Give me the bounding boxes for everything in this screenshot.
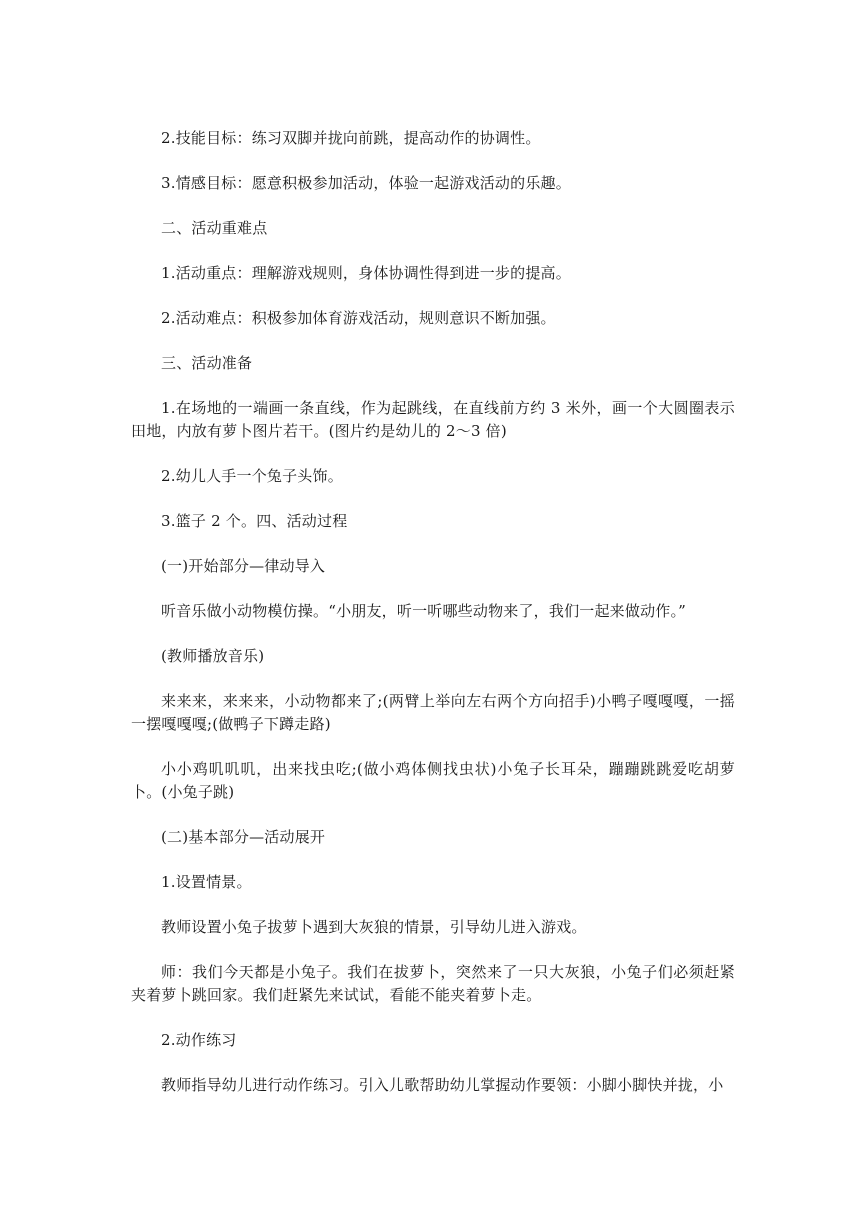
paragraph-emotion-goal: 3.情感目标：愿意积极参加活动，体验一起游戏活动的乐趣。 [161, 174, 571, 192]
section-heading-key-points: 二、活动重难点 [161, 219, 268, 237]
paragraph-prep-baskets: 3.篮子 2 个。四、活动过程 [161, 512, 348, 530]
document-body [131, 127, 735, 1119]
paragraph-set-scene: 1.设置情景。 [161, 873, 252, 891]
paragraph-teacher-speech: 师：我们今天都是小兔子。我们在拔萝卜，突然来了一只大灰狼，小兔子们必须赶紧夹着萝卜跳回家。我们赶紧先来试试，看能不能夹着萝卜走。 [131, 963, 735, 1004]
section-heading-preparation: 三、活动准备 [161, 354, 253, 372]
paragraph-practice-desc: 教师指导幼儿进行动作练习。引入儿歌帮助幼儿掌握动作要领：小脚小脚快并拢，小 [161, 1076, 724, 1094]
paragraph-rhyme-ducks: 来来来，来来来，小动物都来了;(两臂上举向左右两个方向招手)小鸭子嘎嘎嘎，一摇一摆嘎嘎嘎;(做鸭子下蹲走路) [131, 692, 735, 733]
paragraph-music-intro: 听音乐做小动物模仿操。“小朋友，听一听哪些动物来了，我们一起来做动作。” [161, 602, 687, 620]
paragraph-rhyme-chicks: 小小鸡叽叽叽，出来找虫吃;(做小鸡体侧找虫状)小兔子长耳朵，蹦蹦跳跳爱吃胡萝卜。(小兔子跳) [131, 760, 735, 801]
paragraph-difficulty: 2.活动难点：积极参加体育游戏活动，规则意识不断加强。 [161, 309, 556, 327]
paragraph-skill-goal: 2.技能目标：练习双脚并拢向前跳，提高动作的协调性。 [161, 129, 541, 147]
subheading-basic: (二)基本部分—活动展开 [161, 828, 326, 846]
subheading-opening: (一)开始部分—律动导入 [161, 557, 326, 575]
paragraph-action-practice: 2.动作练习 [161, 1031, 237, 1049]
paragraph-key-point: 1.活动重点：理解游戏规则，身体协调性得到进一步的提高。 [161, 264, 571, 282]
paragraph-prep-headwear: 2.幼儿人手一个兔子头饰。 [161, 467, 343, 485]
paragraph-prep-field: 1.在场地的一端画一条直线，作为起跳线，在直线前方约 3 米外，画一个大圆圈表示田地，内放有萝卜图片若干。(图片约是幼儿的 2～3 倍) [131, 399, 735, 440]
paragraph-scene-desc: 教师设置小兔子拔萝卜遇到大灰狼的情景，引导幼儿进入游戏。 [161, 918, 587, 936]
paragraph-teacher-music: (教师播放音乐) [161, 647, 265, 665]
